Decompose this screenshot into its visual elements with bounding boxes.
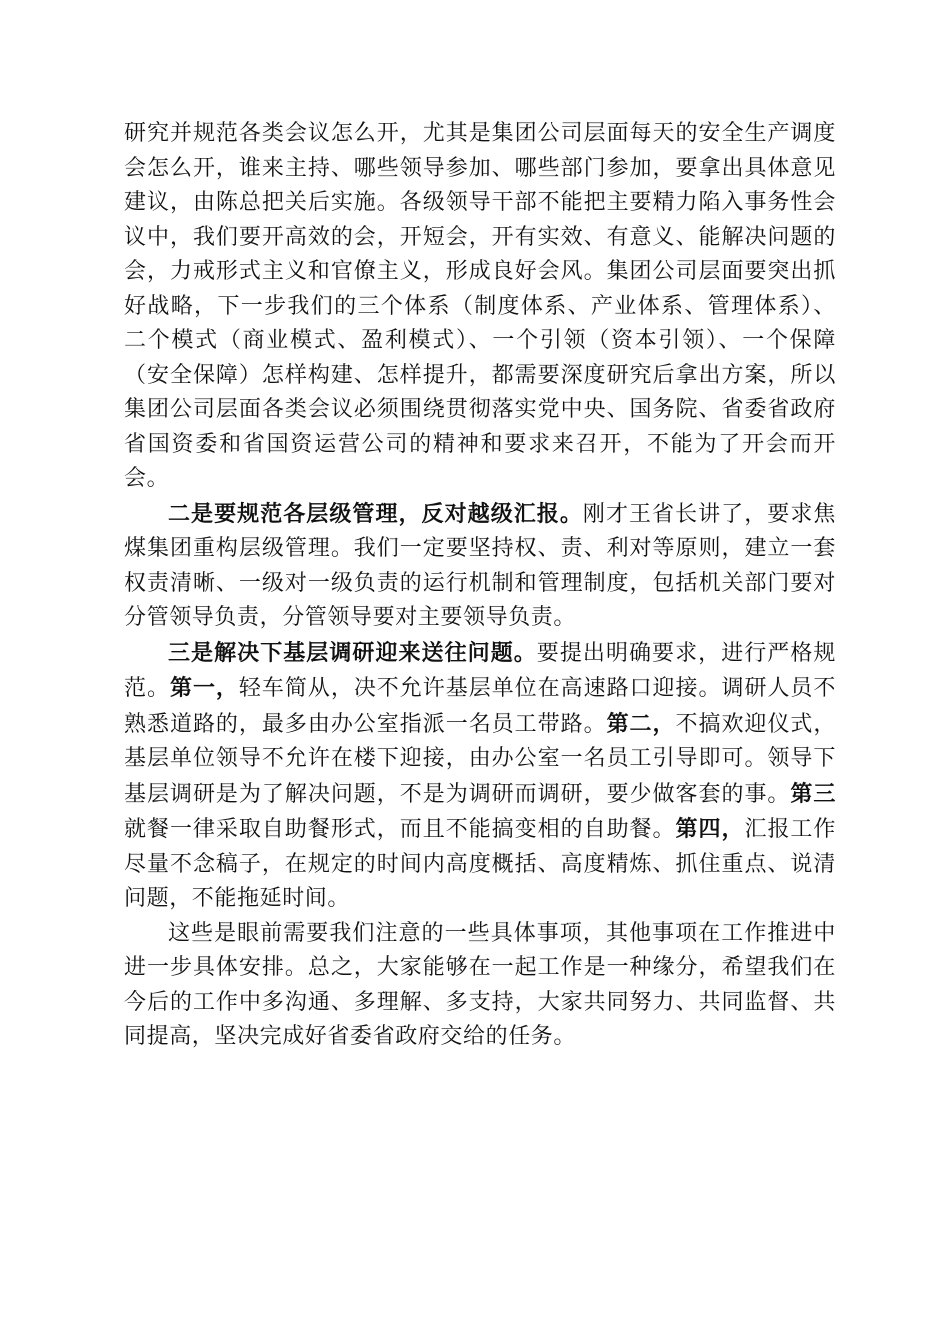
paragraph-text: 要提出明确要求，进行严格规范。 — [124, 640, 836, 701]
paragraph-text: 这些是眼前需要我们注意的一些具体事项，其他事项在工作推进中进一步具体安排。总之，大家能够在一起工作是一种缘分，希望我们在今后的工作中多沟通、多理解、多支持，大家共同努力、共同监督、共同提高，坚决完成好省委省政府交给的任务。 — [124, 920, 836, 1049]
paragraph-text: 就餐一律采取自助餐形式，而且不能搞变相的自助餐。 — [124, 817, 676, 842]
paragraph-text: 不搞欢迎仪式，基层单位领导不允许在楼下迎接，由办公室一名员工引导即可。领导下基层调研是为了解决问题，不是为调研而调研，要少做客套的事。 — [124, 711, 837, 807]
paragraph-heading: 二是要规范各层级管理，反对越级汇报。 — [168, 500, 583, 527]
item-marker-fourth: 第四， — [675, 816, 745, 842]
paragraph-closing — [124, 917, 836, 1055]
item-marker-first: 第一， — [169, 675, 239, 701]
paragraph-heading: 三是解决下基层调研迎来送往问题。 — [168, 639, 537, 666]
document-body — [124, 117, 836, 1055]
paragraph-text: 轻车简从，决不允许基层单位在高速路口迎接。调研人员不熟悉道路的，最多由办公室指派一名员工带路。 — [124, 676, 837, 737]
paragraph-research-visits — [124, 636, 836, 917]
item-marker-second: 第二， — [606, 710, 676, 737]
paragraph-level-management — [124, 497, 836, 636]
paragraph-text: 研究并规范各类会议怎么开，尤其是集团公司层面每天的安全生产调度会怎么开，谁来主持、哪些领导参加、哪些部门参加，要拿出具体意见建议，由陈总把关后实施。各级领导干部不能把主要精力陷入事务性会议中，我们要开高效的会，开短会，开有实效、有意义、能解决问题的会，力戒形式主义和官僚主义，形成良好会风。集团公司层面要突出抓好战略，下一步我们的三个体系（制度体系、产业体系、管理体系）、二个模式（商业模式、盈利模式）、一个引领（资本引领）、一个保障（安全保障）怎样构建、怎样提升，都需要深度研究后拿出方案，所以集团公司层面各类会议必须围绕贯彻落实党中央、国务院、省委省政府省国资委和省国资运营公司的精神和要求来召开，不能为了开会而开会。 — [124, 121, 836, 491]
item-marker-third: 第三 — [790, 780, 837, 807]
paragraph-continued — [124, 117, 836, 497]
paragraph-text: 刚才王省长讲了，要求焦煤集团重构层级管理。我们一定要坚持权、责、利对等原则，建立一套权责清晰、一级对一级负责的运行机制和管理制度，包括机关部门要对分管领导负责，分管领导要对主要领导负责。 — [124, 501, 836, 630]
paragraph-text: 汇报工作尽量不念稿子，在规定的时间内高度概括、高度精炼、抓住重点、说清问题，不能拖延时间。 — [124, 817, 837, 911]
